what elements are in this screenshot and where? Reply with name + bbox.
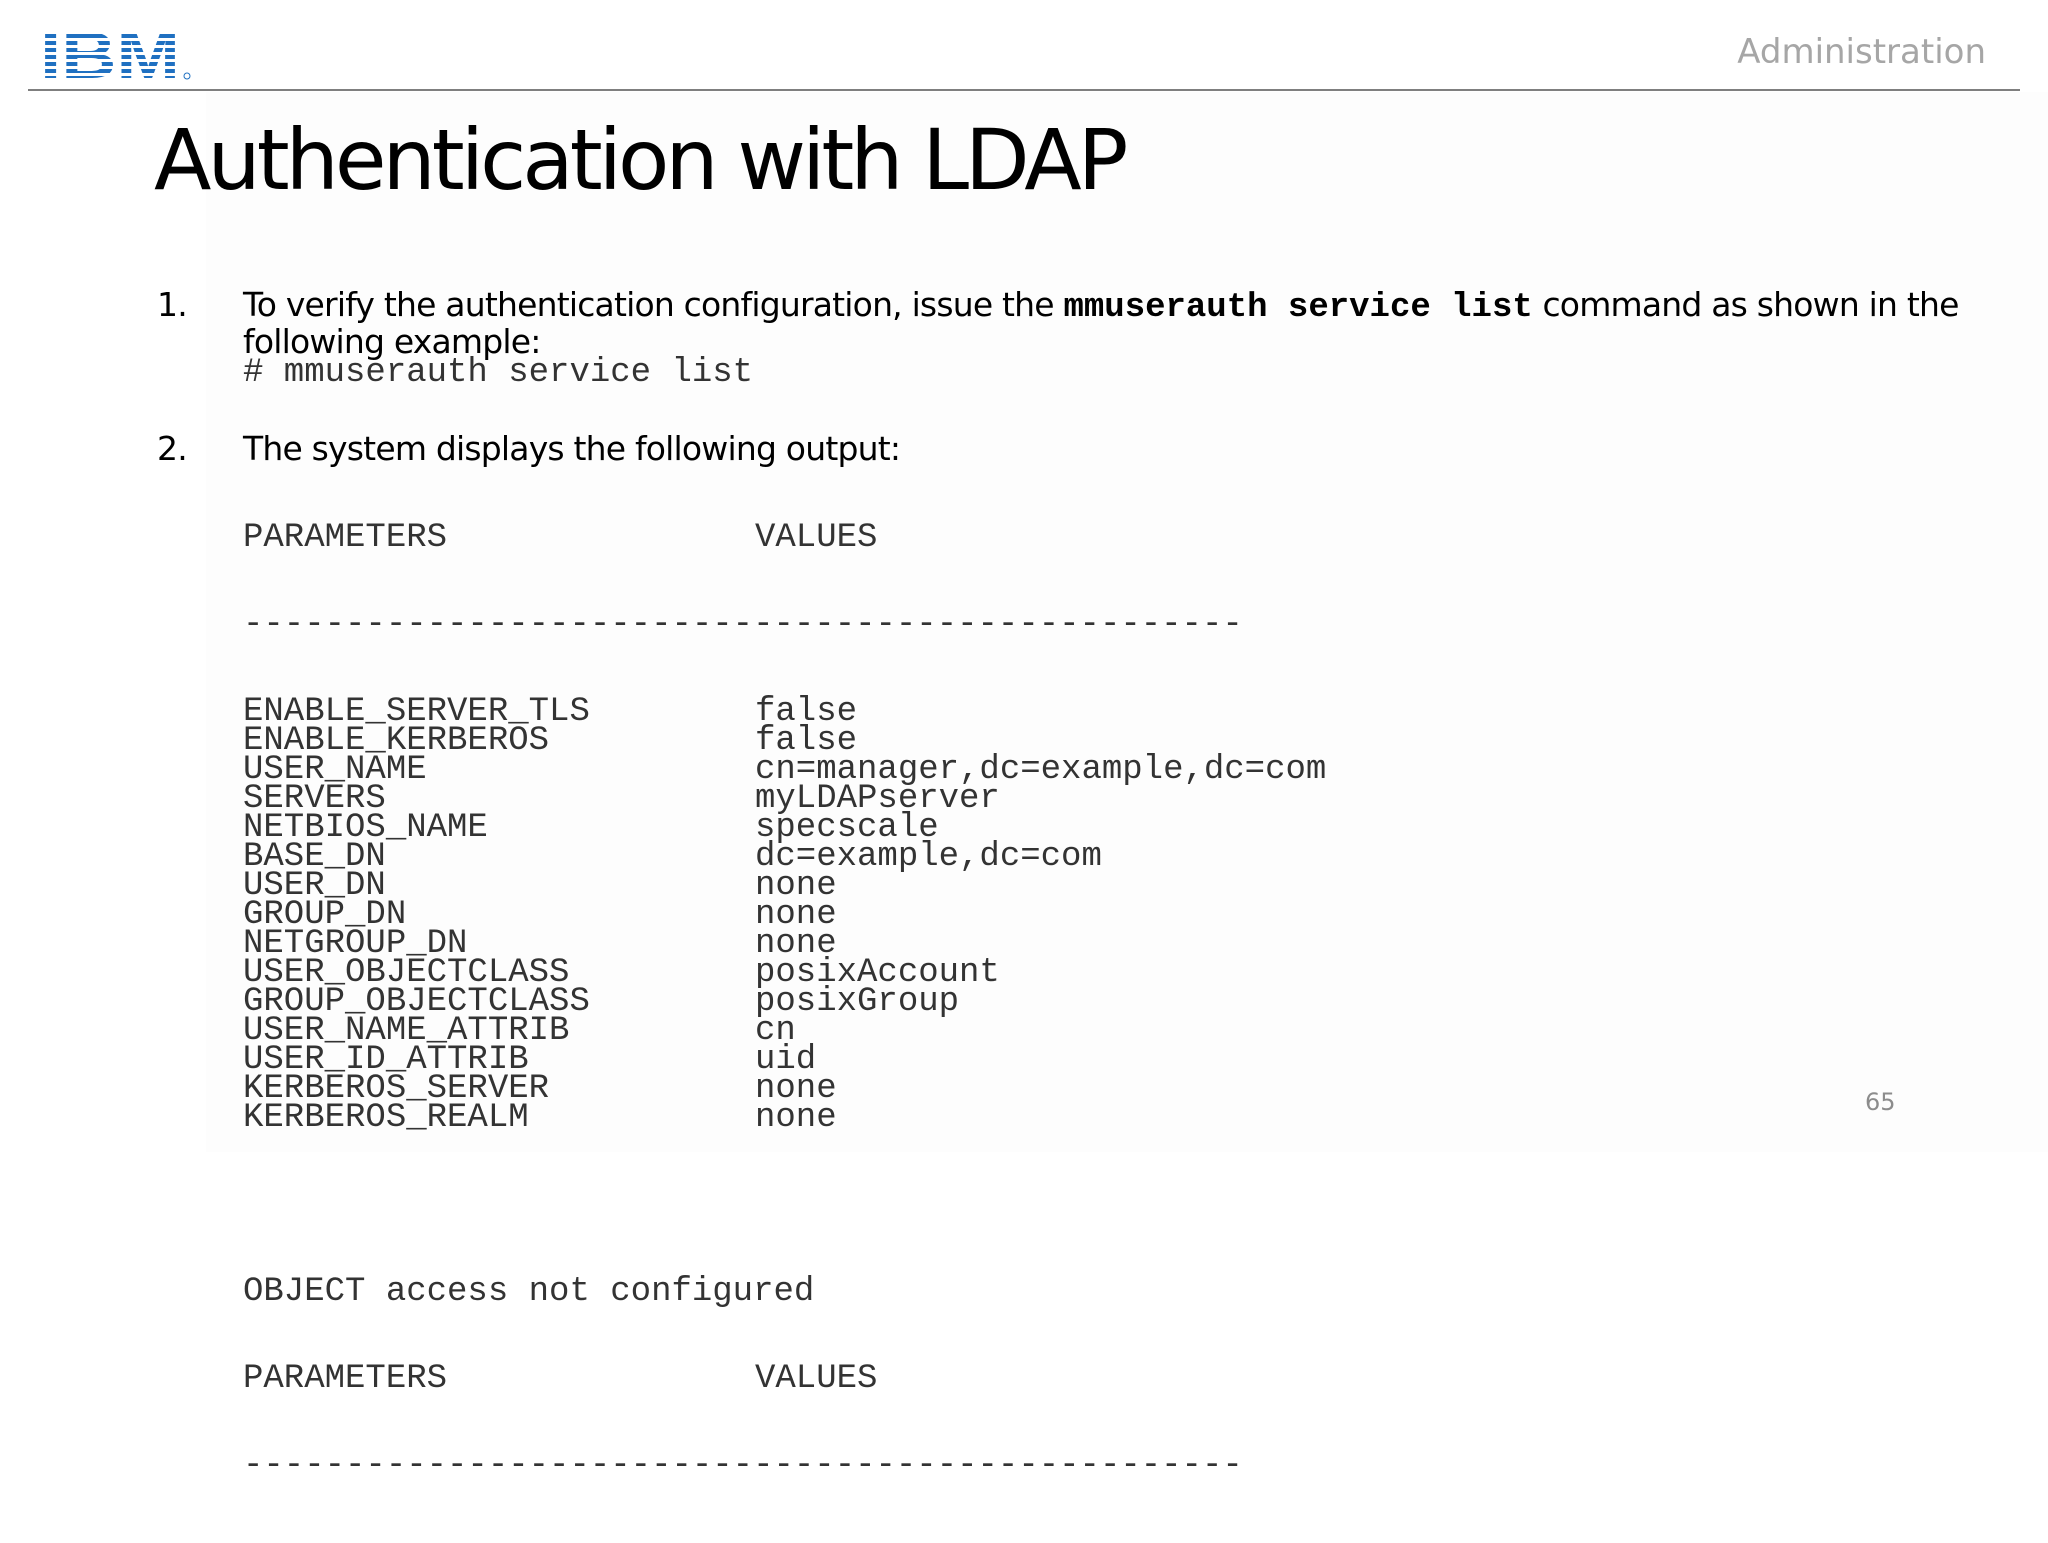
parameter-value: myLDAPserver (755, 780, 1000, 818)
parameter-value: none (755, 925, 837, 963)
parameter-value: none (755, 1070, 837, 1108)
parameter-value: uid (755, 1041, 817, 1079)
parameter-value: none (755, 896, 837, 934)
parameter-name: USER_NAME (243, 751, 427, 789)
output-header-row-2 (243, 1360, 2003, 1398)
step-body (243, 429, 2003, 1539)
slide-title: Authentication with LDAP (154, 111, 1125, 209)
section-label: Administration (1737, 32, 1986, 72)
parameters-header: PARAMETERS (243, 519, 448, 557)
parameter-value: posixGroup (755, 983, 960, 1021)
parameter-value: cn=manager,dc=example,dc=com (755, 751, 1327, 789)
parameter-name: GROUP_DN (243, 896, 407, 934)
parameters-header: PARAMETERS (243, 1360, 448, 1398)
output-row (243, 896, 2003, 934)
output-row (243, 780, 2003, 818)
output-row (243, 838, 2003, 876)
command-output (243, 466, 2003, 1539)
header-divider (28, 89, 2020, 91)
blank-line (243, 1191, 2003, 1220)
output-header-row (243, 519, 2003, 557)
values-header: VALUES (755, 1360, 878, 1398)
code-example: # mmuserauth service list (243, 354, 754, 392)
parameter-name: USER_OBJECTCLASS (243, 954, 570, 992)
parameter-name: BASE_DN (243, 838, 386, 876)
parameter-name: USER_NAME_ATTRIB (243, 1012, 570, 1050)
parameter-value: false (755, 693, 858, 731)
parameter-name: USER_DN (243, 867, 386, 905)
page-number: 65 (1865, 1088, 1896, 1116)
inline-command: mmuserauth service list (1063, 289, 1533, 327)
output-rows (243, 693, 2003, 1137)
parameter-name: SERVERS (243, 780, 386, 818)
parameter-value: none (755, 1099, 837, 1137)
parameter-name: NETGROUP_DN (243, 925, 468, 963)
output-separator: ------------------------------------------------- (243, 606, 1243, 644)
output-separator-2: ------------------------------------------------- (243, 1447, 1243, 1485)
parameter-value: none (755, 867, 837, 905)
parameter-name: ENABLE_SERVER_TLS (243, 693, 590, 731)
values-header: VALUES (755, 519, 878, 557)
object-status-line: OBJECT access not configured (243, 1273, 815, 1311)
registered-mark-icon (184, 73, 190, 79)
output-row (243, 867, 2003, 905)
parameter-name: KERBEROS_REALM (243, 1099, 529, 1137)
parameter-name: USER_ID_ATTRIB (243, 1041, 529, 1079)
output-row (243, 809, 2003, 847)
parameter-value: dc=example,dc=com (755, 838, 1102, 876)
parameter-name: ENABLE_KERBEROS (243, 722, 550, 760)
step-number: 2. (157, 429, 187, 468)
parameter-value: posixAccount (755, 954, 1000, 992)
step-number: 1. (157, 285, 187, 324)
parameter-name: GROUP_OBJECTCLASS (243, 983, 590, 1021)
ibm-logo (40, 22, 192, 82)
parameter-name: NETBIOS_NAME (243, 809, 488, 847)
parameter-value: cn (755, 1012, 796, 1050)
step-text: The system displays the following output: (243, 429, 901, 468)
output-row (243, 751, 2003, 789)
parameter-value: false (755, 722, 858, 760)
step-body (243, 285, 2003, 392)
parameter-value: specscale (755, 809, 939, 847)
parameter-name: KERBEROS_SERVER (243, 1070, 550, 1108)
step-text: To verify the authentication configuration, issue the mmuserauth service list command as shown in the following example: (243, 285, 1959, 361)
